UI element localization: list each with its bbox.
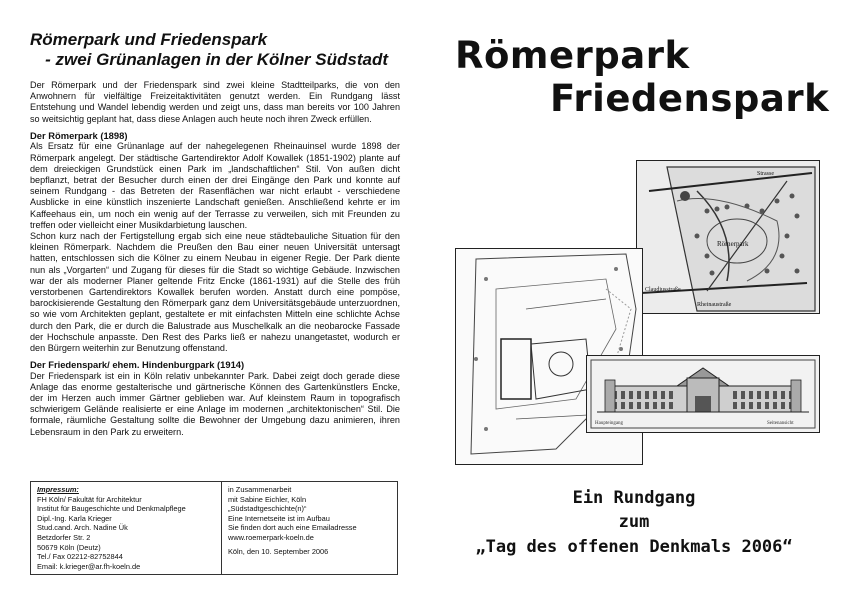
imprint-line: 50679 Köln (Deutz) (37, 542, 101, 552)
roemerpark-historic-plan (636, 160, 820, 314)
imprint-line: FH Köln/ Fakultät für Architektur (37, 494, 142, 504)
university-facade-drawing (586, 355, 820, 433)
section-text-friedenspark: Der Friedenspark ist ein in Köln relativ unbekannter Park. Dabei zeigt doch gerade diese Anlage das enorme gestalterische und gärtnerische Können des Gartenkünstlers Encke, der im Herzen auch immer Gärtner geblieben war. Auf kleinstem Raum in topografisch schwierigem Gelände realisierte er eine Anlage im modernen „architektonischen“ Stil. Die formale, räumliche Gestaltung sollte die Bewohner der Umgebung dazu animieren, ihren Lebensraum in den Park zu erweitern. (30, 370, 400, 437)
imprint-line: Stud.cand. Arch. Nadine Ük (37, 523, 128, 533)
map-label-street: Strasse (757, 171, 774, 177)
section-heading-roemerpark: Der Römerpark (1898) (30, 129, 128, 141)
plan-drawing (637, 161, 819, 313)
cover-subtitle-line2: zum (618, 512, 650, 532)
imprint-line: Institut für Baugeschichte und Denkmalpflege (37, 504, 186, 514)
cover-title-friedenspark: Friedenspark (550, 77, 830, 120)
cover-subtitle-line1: Ein Rundgang (572, 488, 696, 508)
article-title: Römerpark und Friedenspark (30, 30, 268, 49)
map-label-rheinaustrasse: Rheinaustraße (697, 302, 732, 308)
coop-line: mit Sabine Eichler, Köln (228, 494, 307, 504)
section-text-roemerpark: Als Ersatz für eine Grünanlage auf der nahegelegenen Rheinauinsel wurde 1898 der Römerpark angelegt. Der städtische Gartendirektor Adolf Kowallek (1851-1902) plante auf dem dreieckigen Grundstück einen Park im „landschaftlichen“ Stil. Von außen dicht bepflanzt, betrat der Besucher durch einen der drei Eingänge den Park und konnte auf seinem Rundgang - das Betreten der Rasenflächen war nicht erlaubt - verschiedene Ausblicke in eine künstlich inszenierte Landschaft genießen. Anschließend kehrte er im Kaffeehaus ein, um noch ein wenig auf der Terrasse zu verweilen, sich mit Freunden zu treffen oder vielleicht einer Musikdarbietung lauschen. (30, 141, 400, 230)
imprint-heading: Impressum: (37, 485, 79, 494)
imprint-line: Betzdorfer Str. 2 (37, 532, 91, 542)
coop-website: www.roemerpark-koeln.de (228, 532, 314, 542)
coop-date: Köln, den 10. September 2006 (228, 546, 329, 556)
map-label-claudiusstrasse: Claudiusstraße (645, 287, 681, 293)
coop-line: in Zusammenarbeit (228, 485, 292, 494)
facade-label-right: Seitenansicht (767, 421, 794, 426)
imprint-box (30, 481, 222, 575)
section-text-roemerpark-2: Schon kurz nach der Fertigstellung ergab sich eine neue städtebauliche Situation für den kleinen Römerpark. Nachdem die Preußen den Bau einer neuen Universität untersagt hatten, entschlossen sich die Kölner zu einem Neubau in eigener Regie. Der Park diente nun als „Vorgarten“ und Zugang für dieses für die Stadt so wichtige Gebäude. Inzwischen war der als moderner Planer geltende Fritz Encke (1861-1931) auf die Stelle des früh verstorbenen Gartendirektors Kowallek berufen worden. Anstatt durch eine pompöse, barockisierende Gestaltung den Römerpark ganz dem Universitätsgebäude unterzuordnen, so wie vom Architekten geplant, gestaltete er mit einfachsten Mitteln eine schlichte Achse durch den Park, die er durch die Balustrade aus Muschelkalk an die neobarocke Fassade der Hochschule anpasste. Den Rest des Parks ließ er nahezu unangetastet, wodurch er den Bürgern weiterhin zur Benutzung offenstand. (30, 230, 400, 353)
coop-line: Eine Internetseite ist im Aufbau (228, 513, 330, 523)
cooperation-box (222, 481, 398, 575)
imprint-line: Tel./ Fax 02212-82752844 (37, 552, 123, 562)
imprint-line: Dipl.-Ing. Karla Krieger (37, 513, 112, 523)
cover-subtitle-line3: „Tag des offenen Denkmals 2006“ (475, 537, 793, 557)
intro-paragraph: Der Römerpark und der Friedenspark sind zwei kleine Stadtteilparks, die von den Anwohnern für vielfältige Freizeitaktivitäten genutzt werden. Ein Rundgang lässt Entstehung und Wandel lebendig werden und zeigt uns, dass man bereits vor 100 Jahren so weitsichtig geplant hat, dass diese Anlagen auch heute noch ihren Zweck erfüllen. (30, 80, 400, 124)
article-subtitle: - zwei Grünanlagen in der Kölner Südstadt (45, 50, 388, 69)
facade (587, 356, 819, 432)
section-heading-friedenspark: Der Friedenspark/ ehem. Hindenburgpark (1914) (30, 359, 245, 371)
coop-line: Sie finden dort auch eine Emailadresse (228, 523, 357, 533)
facade-label-left: Haupteingang (595, 421, 624, 426)
left-column (30, 30, 400, 438)
map-label-roemerpark: Römerpark (717, 240, 749, 248)
cover-title-roemerpark: Römerpark (455, 34, 690, 77)
coop-line: „Südstadtgeschichte(n)“ (228, 504, 307, 514)
imprint-email: Email: k.krieger@ar.fh-koeln.de (37, 561, 141, 571)
